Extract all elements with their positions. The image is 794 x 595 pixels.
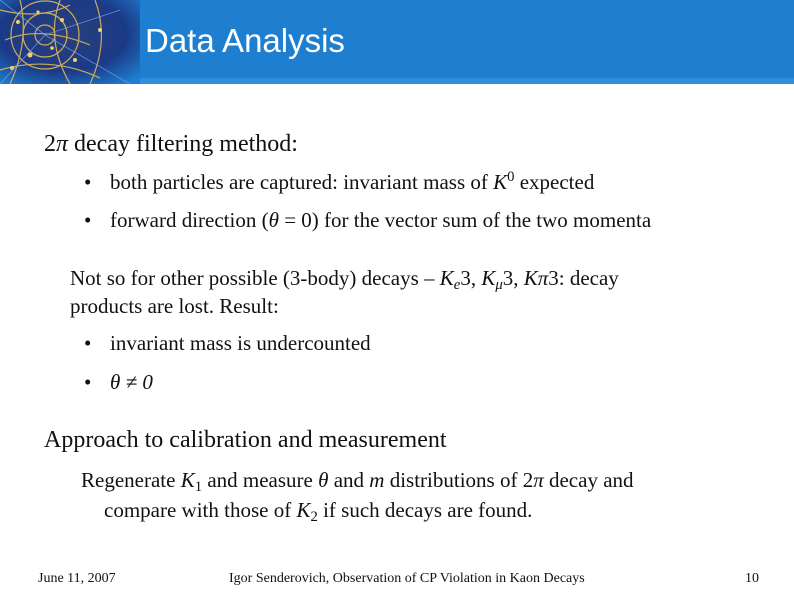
footer-title: Igor Senderovich, Observation of CP Violation in Kaon Decays	[229, 571, 585, 586]
paragraph-text: Not so for other possible (3-body) decays –	[70, 266, 440, 290]
paragraph-text: : decay	[558, 266, 619, 290]
paragraph-line: products are lost. Result:	[70, 294, 279, 318]
paragraph-line	[104, 496, 532, 524]
bullet-marker: •	[84, 208, 92, 232]
separator: ,	[513, 266, 524, 290]
subscript: e	[453, 277, 461, 293]
pi-symbol: π	[533, 468, 544, 492]
subscript: μ	[495, 277, 503, 293]
theta-symbol: θ	[318, 468, 329, 492]
kaon-symbol: K	[180, 468, 195, 492]
bullet-text: invariant mass is undercounted	[110, 331, 371, 355]
kaon-symbol: K	[481, 266, 496, 290]
mass-symbol: m	[369, 468, 385, 492]
theta-symbol: θ	[268, 208, 279, 232]
kaon-symbol: K	[296, 498, 311, 522]
bullet-item	[84, 170, 594, 195]
bullet-text: forward direction (	[110, 208, 269, 232]
paragraph-text: if such decays are found.	[317, 498, 533, 522]
subscript: 2	[310, 509, 318, 525]
bullet-item	[84, 370, 153, 395]
section-heading-decay-filtering	[44, 131, 298, 158]
superscript: 0	[507, 169, 515, 185]
heading-text: decay filtering method:	[68, 131, 298, 157]
kaon-symbol: K	[523, 266, 538, 290]
paragraph-text: and measure	[202, 468, 319, 492]
bullet-text: = 0) for the vector sum of the two momenta	[278, 208, 652, 232]
header-photo	[0, 0, 140, 84]
paragraph-text: compare with those of	[104, 498, 297, 522]
bullet-item	[84, 331, 371, 356]
kaon-symbol: K	[493, 170, 508, 194]
bullet-item	[84, 208, 651, 233]
heading-number: 2	[44, 131, 56, 157]
pi-symbol: π	[537, 266, 549, 290]
paragraph-text: distributions of 2	[384, 468, 534, 492]
decay-number: 3	[548, 266, 559, 290]
decay-number: 3	[502, 266, 514, 290]
bullet-text: expected	[514, 170, 595, 194]
subscript: 1	[194, 479, 203, 495]
header-banner	[0, 0, 794, 84]
bullet-marker: •	[84, 331, 92, 355]
paragraph-text: decay and	[543, 468, 634, 492]
separator: ,	[470, 266, 482, 290]
page-number: 10	[745, 571, 759, 586]
bullet-marker: •	[84, 370, 92, 394]
paragraph-line	[81, 466, 634, 494]
paragraph-text: Regenerate	[81, 468, 181, 492]
decay-number: 3	[460, 266, 471, 290]
page-title: Data Analysis	[145, 22, 345, 59]
paragraph-line	[70, 264, 619, 292]
paragraph-text: and	[328, 468, 370, 492]
pi-symbol: π	[56, 131, 69, 157]
bullet-marker: •	[84, 170, 92, 194]
bullet-text: θ ≠ 0	[110, 370, 153, 394]
detector-image	[0, 0, 140, 84]
bullet-text: both particles are captured: invariant mass of	[110, 170, 494, 194]
kaon-symbol: K	[439, 266, 454, 290]
section-heading-calibration: Approach to calibration and measurement	[44, 427, 447, 453]
footer-date: June 11, 2007	[38, 571, 116, 586]
